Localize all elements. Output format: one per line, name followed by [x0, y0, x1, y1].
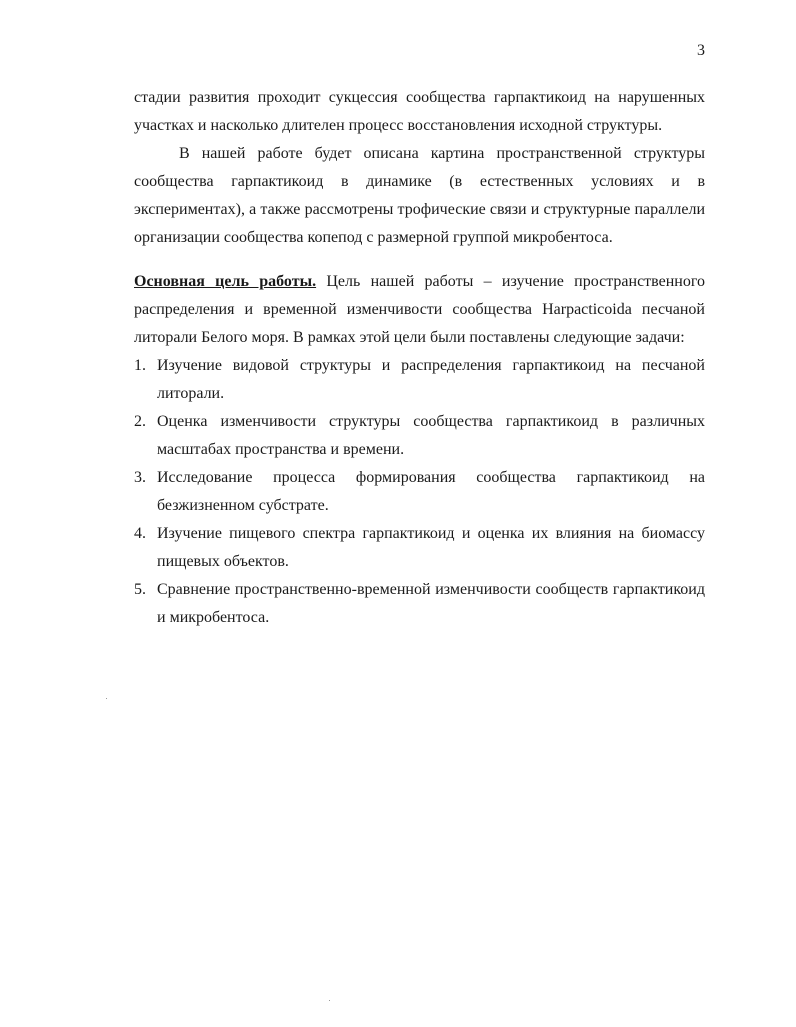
goal-text: Цель нашей работы – изучение пространственного распределения и временной изменчивости сообщества Harpacticoida песчаной литорали Белого моря. В рамках этой цели были поставлены следующие задачи: — [134, 273, 706, 346]
goal-paragraph — [134, 268, 705, 352]
task-number: 1. — [134, 357, 146, 374]
task-text: Оценка изменчивости структуры сообщества гарпактикоид в различных масштабах пространства и времени. — [157, 413, 705, 458]
task-item — [134, 408, 705, 464]
goal-heading: Основная цель работы. — [134, 273, 317, 290]
document-body — [134, 84, 705, 632]
task-item — [134, 576, 705, 632]
scan-speck — [329, 1000, 330, 1001]
task-item — [134, 464, 705, 520]
task-number: 3. — [134, 469, 146, 486]
task-text: Сравнение пространственно-временной изменчивости сообществ гарпактикоид и микробентоса. — [157, 581, 705, 626]
scope-paragraph: В нашей работе будет описана картина пространственной структуры сообщества гарпактикоид в динамике (в естественных условиях и в экспериментах), а также рассмотрены трофические связи и структурные параллели организации сообщества копепод с размерной группой микробентоса. — [134, 145, 705, 246]
task-text: Изучение пищевого спектра гарпактикоид и оценка их влияния на биомассу пищевых объектов. — [157, 525, 705, 570]
task-text: Исследование процесса формирования сообщества гарпактикоид на безжизненном субстрате. — [157, 469, 705, 514]
task-item — [134, 520, 705, 576]
task-number: 4. — [134, 525, 146, 542]
tasks-list — [134, 352, 705, 632]
intro-paragraph-continuation: стадии развития проходит сукцессия сообщества гарпактикоид на нарушенных участках и насколько длителен процесс восстановления исходной структуры. — [134, 89, 705, 134]
task-number: 5. — [134, 581, 146, 598]
scan-speck — [106, 698, 107, 699]
task-number: 2. — [134, 413, 146, 430]
task-text: Изучение видовой структуры и распределения гарпактикоид на песчаной литорали. — [157, 357, 705, 402]
page-number: 3 — [697, 42, 705, 59]
task-item — [134, 352, 705, 408]
